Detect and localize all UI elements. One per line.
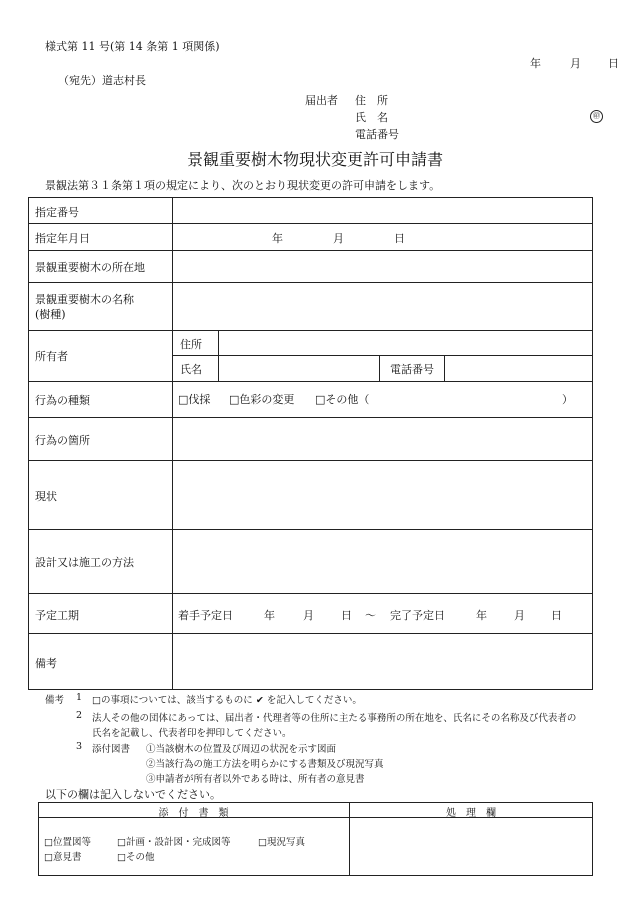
applicant-address-label: 住 所 [355, 94, 388, 107]
applicant-label: 届出者 [305, 94, 338, 107]
start-date-label: 着手予定日 [178, 609, 233, 622]
designation-date-day: 日 [394, 232, 405, 245]
act-felling-option[interactable]: □伐採 [178, 393, 211, 406]
owner-label: 所有者 [35, 350, 68, 363]
act-color-option[interactable]: □色彩の変更 [229, 393, 295, 406]
owner-address-label: 住所 [180, 338, 202, 351]
opt-opinion[interactable]: □意見書 [44, 852, 82, 863]
addressee: （宛先）道志村長 [58, 74, 146, 87]
check-mark-icon: ✔ [255, 695, 264, 706]
intro-text: 景観法第３１条第１項の規定により、次のとおり現状変更の許可申請をします。 [45, 179, 441, 192]
designation-date-label: 指定年月日 [35, 232, 90, 245]
opt-plan[interactable]: □計画・設計図・完成図等 [117, 837, 231, 848]
act-place-label: 行為の箇所 [35, 434, 90, 447]
end-day: 日 [551, 609, 562, 622]
header-date-day: 日 [608, 57, 619, 70]
applicant-phone-label: 電話番号 [355, 128, 399, 141]
note-3-label: 添付図書 [92, 744, 131, 755]
opt-other[interactable]: □その他 [117, 852, 155, 863]
note-1-number: 1 [76, 692, 83, 703]
start-month: 月 [303, 609, 314, 622]
schedule-label: 予定工期 [35, 609, 79, 622]
note-3-number: 3 [76, 741, 83, 752]
location-label: 景観重要樹木の所在地 [35, 261, 145, 274]
opt-photo[interactable]: □現況写真 [258, 837, 305, 848]
note-3-item3: ③申請者が所有者以外である時は、所有者の意見書 [146, 774, 365, 785]
note-3-item2: ②当該行為の施工方法を明らかにする書類及び現況写真 [146, 759, 384, 770]
design-method-label: 設計又は施工の方法 [35, 556, 134, 569]
header-date-year: 年 [530, 57, 541, 70]
current-state-label: 現状 [35, 490, 57, 503]
attachments-header: 添 付 書 類 [158, 808, 229, 819]
start-day: 日 [341, 609, 352, 622]
opt-location-map[interactable]: □位置図等 [44, 837, 91, 848]
end-year: 年 [476, 609, 487, 622]
designation-date-month: 月 [333, 232, 344, 245]
note-2-line1: 法人その他の団体にあっては、届出者・代理者等の住所に主たる事務所の所在地を、氏名にその名称及び代表者の [92, 713, 577, 724]
note-1-text: □の事項については、該当するものに ✔ を記入してください。 [92, 695, 362, 706]
office-instruction: 以下の欄は記入しないでください。 [45, 788, 221, 801]
note-2-number: 2 [76, 710, 83, 721]
act-other-close: ） [562, 393, 573, 406]
notes-heading: 備考 [45, 695, 65, 706]
processing-header: 処 理 欄 [446, 808, 496, 819]
designation-date-year: 年 [272, 232, 283, 245]
note-2-line2: 氏名を記載し、代表者印を押印してください。 [92, 728, 292, 739]
owner-name-label: 氏名 [180, 363, 202, 376]
tree-name-label: 景観重要樹木の名称 [35, 293, 134, 306]
remarks-label: 備考 [35, 657, 57, 670]
tree-species-label: (樹種) [35, 308, 66, 321]
designation-number-label: 指定番号 [35, 206, 79, 219]
schedule-tilde: ～ [365, 609, 376, 622]
form-number: 様式第 11 号(第 14 条第 1 項関係) [45, 40, 220, 53]
start-year: 年 [264, 609, 275, 622]
seal-icon: ㊞ [590, 110, 603, 123]
applicant-name-label: 氏 名 [355, 111, 388, 124]
owner-phone-label: 電話番号 [390, 363, 434, 376]
end-month: 月 [514, 609, 525, 622]
header-date-month: 月 [570, 57, 581, 70]
page-title: 景観重要樹木物現状変更許可申請書 [186, 150, 443, 169]
act-type-label: 行為の種類 [35, 394, 90, 407]
act-other-option[interactable]: □その他（ [315, 393, 370, 406]
note-3-item1: ①当該樹木の位置及び周辺の状況を示す図面 [146, 744, 337, 755]
end-date-label: 完了予定日 [390, 609, 445, 622]
